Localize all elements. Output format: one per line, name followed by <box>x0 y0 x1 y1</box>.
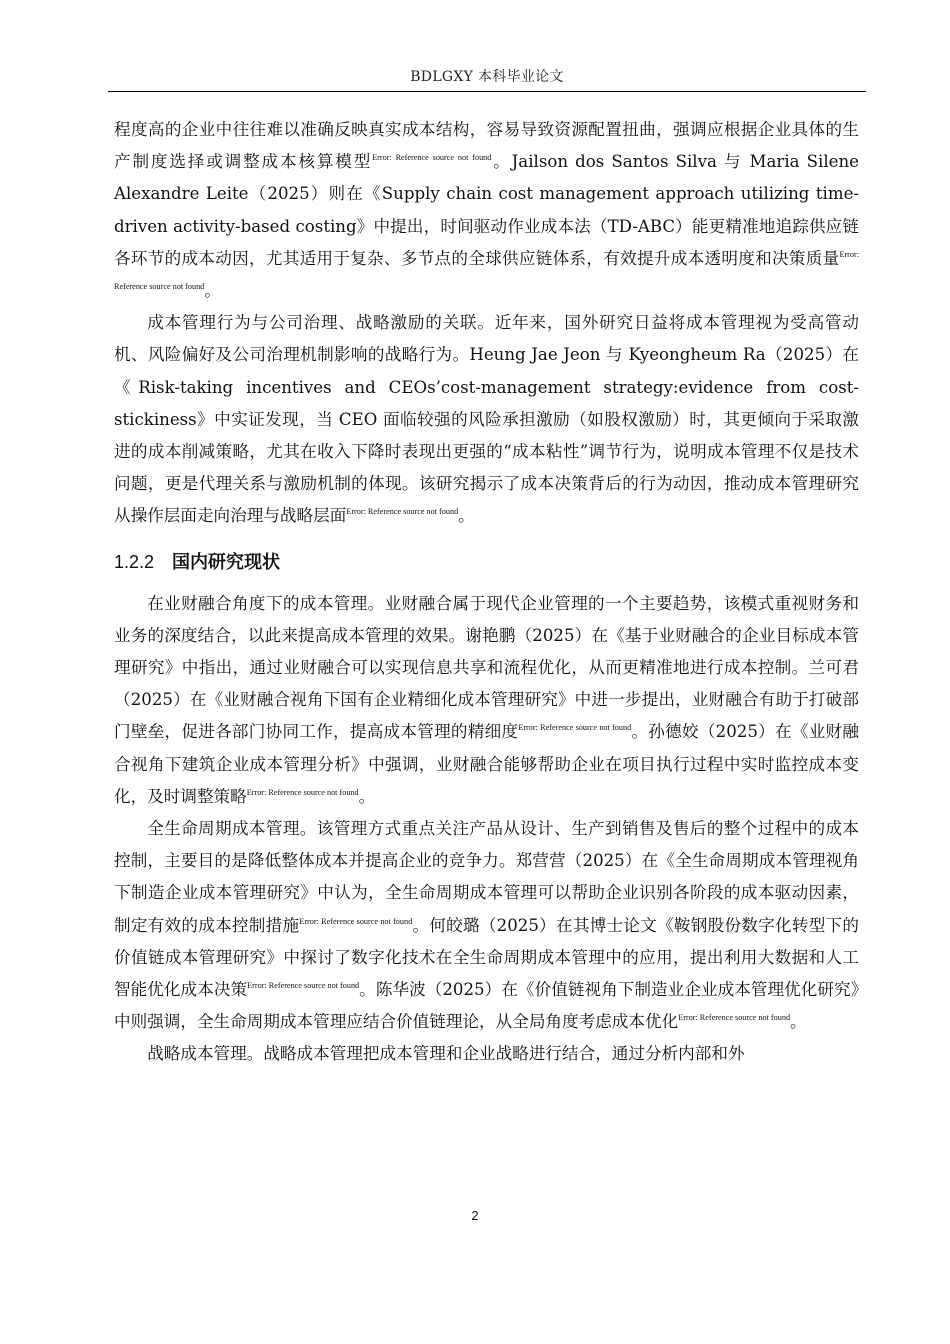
paragraph-text: 。Jailson dos Santos Silva 与 Maria Silene Alexandre Leite（2025）则在《Supply chain cost management approach utilizing time-driven activity-based costing》中提出，时间驱动作业成本法（TD-ABC）能更精准地追踪供应链各环节的成本动因，尤其适用于复杂、多节点的全球供应链体系，有效提升成本透明度和决策质量 <box>114 152 859 268</box>
section-heading <box>114 545 859 580</box>
body-paragraph <box>114 813 859 1038</box>
reference-error-marker: Error: Reference source not found <box>518 723 632 733</box>
paragraph-text: 。 <box>204 281 221 301</box>
paragraph-text: 。孙德姣（2025）在《业财融合视角下建筑企业成本管理分析》中强调，业财融合能够帮助企业在项目执行过程中实时监控成本变化，及时调整策略 <box>114 722 859 806</box>
paragraph-text: 成本管理行为与公司治理、战略激励的关联。近年来，国外研究日益将成本管理视为受高管动机、风险偏好及公司治理机制影响的战略行为。Heung Jae Jeon 与 Kyeongheum Ra（2025）在《Risk-taking incentives and CEOs’cost-management strategy:evidence from cost-stickiness》中实证发现，当 CEO 面临较强的风险承担激励（如股权激励）时，其更倾向于采取激进的成本削减策略，尤其在收入下降时表现出更强的“成本粘性”调节行为，说明成本管理不仅是技术问题，更是代理关系与激励机制的体现。该研究揭示了成本决策背后的行为动因，推动成本管理研究从操作层面走向治理与战略层面 <box>114 313 859 526</box>
body-paragraph <box>114 114 859 307</box>
paragraph-text: 。陈华波（2025）在《价值链视角下制造业企业成本管理优化研究》中则强调，全生命周期成本管理应结合价值链理论，从全局角度考虑成本优化 <box>114 980 859 1032</box>
body-paragraph <box>114 307 859 532</box>
reference-error-marker: Error: Reference source not found <box>346 507 459 517</box>
reference-error-marker: Error: Reference source not found <box>372 153 492 163</box>
reference-error-marker: Error: Reference source not found <box>114 249 859 292</box>
reference-error-marker: Error: Reference source not found <box>678 1013 791 1023</box>
paragraph-text: 全生命周期成本管理。该管理方式重点关注产品从设计、生产到销售及售后的整个过程中的成本控制，主要目的是降低整体成本并提高企业的竞争力。郑营营（2025）在《全生命周期成本管理视角下制造企业成本管理研究》中认为，全生命周期成本管理可以帮助企业识别各阶段的成本驱动因素，制定有效的成本控制措施 <box>114 819 859 935</box>
paragraph-text: 。何皎璐（2025）在其博士论文《鞍钢股份数字化转型下的价值链成本管理研究》中探讨了数字化技术在全生命周期成本管理中的应用，提出利用大数据和人工智能优化成本决策 <box>114 915 859 1000</box>
paragraph-text: 。 <box>358 786 376 806</box>
document-body <box>114 114 859 1071</box>
header-divider <box>108 91 866 92</box>
international-research-paragraphs <box>114 114 859 533</box>
paragraph-text: 。 <box>458 506 475 526</box>
reference-error-marker: Error: Reference source not found <box>246 787 359 797</box>
section-title: 国内研究现状 <box>172 551 281 573</box>
page-number: 2 <box>471 1208 479 1223</box>
domestic-research-paragraphs <box>114 588 859 1071</box>
reference-error-marker: Error: Reference source not found <box>247 981 360 991</box>
reference-error-marker: Error: Reference source not found <box>299 916 413 926</box>
paragraph-text: 战略成本管理。战略成本管理把成本管理和企业战略进行结合，通过分析内部和外 <box>147 1044 745 1064</box>
page-header: BDLGXY 本科毕业论文 <box>410 69 564 85</box>
section-number: 1.2.2 <box>114 551 155 572</box>
paragraph-text: 。 <box>790 1012 807 1032</box>
paragraph-text: 在业财融合角度下的成本管理。业财融合属于现代企业管理的一个主要趋势，该模式重视财务和业务的深度结合，以此来提高成本管理的效果。谢艳鹏（2025）在《基于业财融合的企业目标成本管理研究》中指出，通过业财融合可以实现信息共享和流程优化，从而更精准地进行成本控制。兰可君（2025）在《业财融合视角下国有企业精细化成本管理研究》中进一步提出，业财融合有助于打破部门壁垒，促进各部门协同工作，提高成本管理的精细度 <box>114 593 859 742</box>
paragraph-text: 程度高的企业中往往难以准确反映真实成本结构，容易导致资源配置扭曲，强调应根据企业具体的生产制度选择或调整成本核算模型 <box>114 120 859 172</box>
body-paragraph <box>114 588 859 813</box>
body-paragraph <box>114 1038 859 1070</box>
